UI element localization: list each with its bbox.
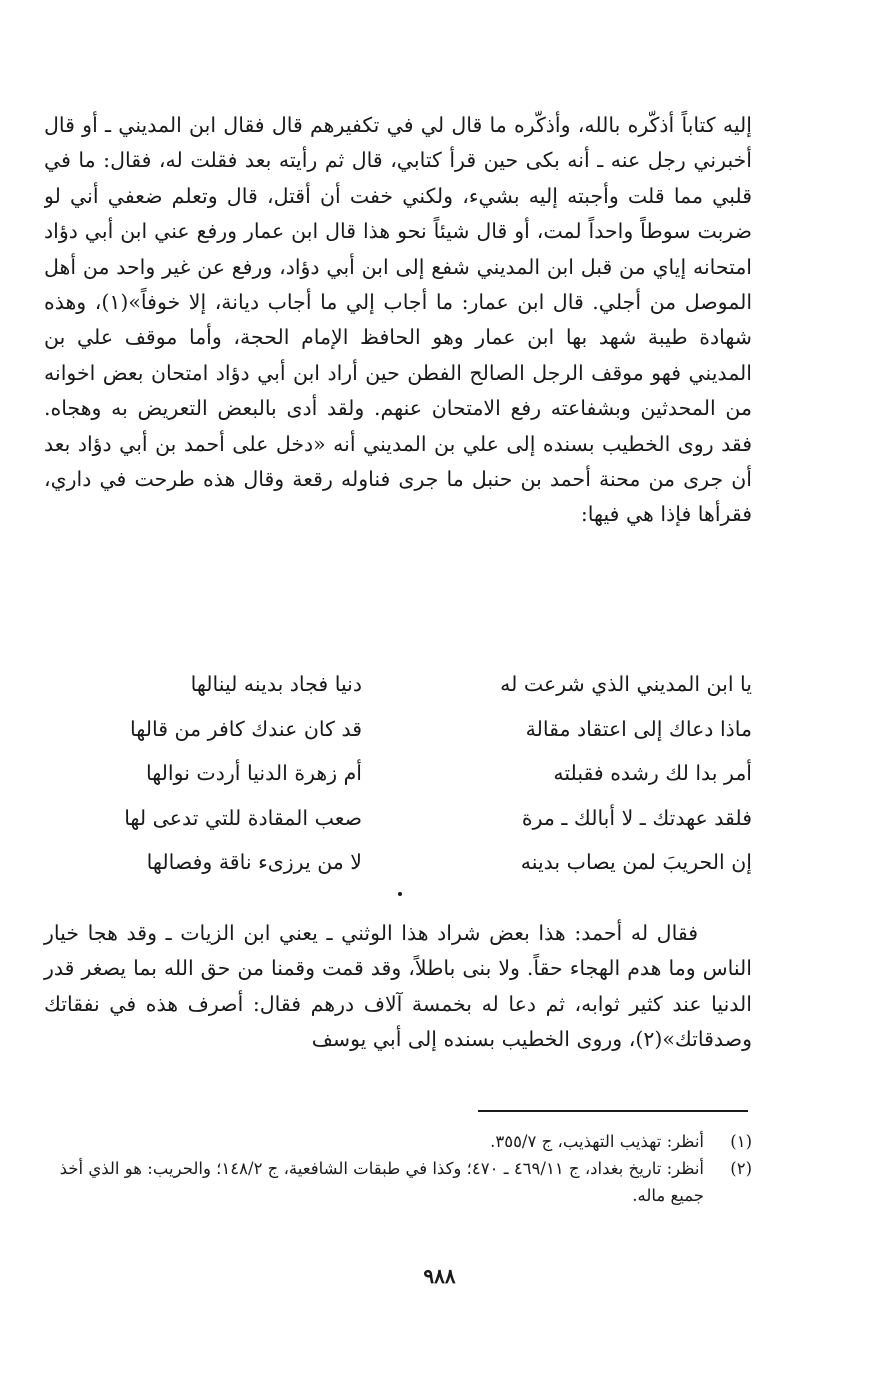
footnote-separator: [478, 1110, 748, 1112]
page-number: ٩٨٨: [423, 1264, 456, 1288]
main-text: [44, 108, 752, 1052]
verse-first-hemistich: أمر بدا لك رشده فقبلته: [553, 761, 752, 785]
verse-first-hemistich: يا ابن المديني الذي شرعت له: [500, 672, 752, 696]
poem-verse: [44, 796, 752, 841]
body-paragraph-1: إليه كتاباً أذكّره بالله، وأذكّره ما قال لي في تكفيرهم قال فقال ابن المديني ـ أو قال أخبرني رجل عنه ـ أنه بكى حين قرأ كتابي، قال ثم رأيته بعد فقلت له، فقال: ما في قلبي مما قلت وأجبته إليه بشيء، ولكني خفت أن أقتل، قال وتعلم ضعفي أني لو ضربت سوطاً واحداً لمت، أو قال شيئاً نحو هذا قال ابن عمار ورفع عني ابن أبي دؤاد امتحانه إياي من قبل ابن المديني شفع إلى ابن أبي دؤاد، ورفع عن غير واحد من أهل الموصل من أجلي. قال ابن عمار: ما أجاب إلي ما أجاب ديانة، إلا خوفاً»(١)، وهذه شهادة طيبة شهد بها ابن عمار وهو الحافظ الإمام الحجة، وأما موقف علي بن المديني فهو موقف الرجل الصالح الفطن حين أراد ابن أبي دؤاد امتحان بعض اخوانه من المحدثين وبشفاعته رفع الامتحان عنهم. ولقد أدى بالبعض التعريض به وهجاه. فقد روى الخطيب بسنده إلى علي بن المديني أنه «دخل على أحمد بن أبي دؤاد بعد أن جرى من محنة أحمد بن حنبل ما جرى فناوله رقعة وقال هذه طرحت في داري، فقرأها فإذا هي فيها:: [44, 113, 752, 527]
verse-second-hemistich: صعب المقادة للتي تدعى لها: [124, 805, 362, 830]
verse-first-hemistich: إن الحريبَ لمن يصاب بدينه: [520, 850, 752, 874]
verse-second-hemistich: أم زهرة الدنيا أردت نوالها: [145, 761, 362, 785]
verse-first-hemistich: ماذا دعاك إلى اعتقاد مقالة: [525, 716, 752, 741]
verse-second-hemistich: دنيا فجاد بدينه لينالها: [190, 672, 362, 696]
footnote-text: أنظر: تهذيب التهذيب، ج ٣٥٥/٧.: [490, 1132, 704, 1151]
footnote: [44, 1128, 752, 1155]
poem: [44, 662, 752, 885]
verse-second-hemistich: قد كان عندك كافر من قالها: [130, 716, 362, 741]
footnotes: [44, 1128, 752, 1209]
poem-verse: [44, 707, 752, 752]
footnote-number: (١): [730, 1132, 752, 1151]
verse-second-hemistich: لا من يرزىء ناقة وفصالها: [146, 850, 362, 874]
poem-verse: [44, 662, 752, 707]
poem-verse: [44, 840, 752, 885]
poem-verse: [44, 751, 752, 796]
footnote-number: (٢): [730, 1159, 752, 1178]
body-paragraph-2: فقال له أحمد: هذا بعض شراد هذا الوثني ـ يعني ابن الزيات ـ وقد هجا خيار الناس وما هدم الهجاء حقاً. ولا بنى باطلاً، وقد قمت وقمنا من حق الله بما يصغر قدر الدنيا عند كثير ثوابه، ثم دعا له بخمسة آلاف درهم فقال: أصرف هذه في نفقاتك وصدقاتك»(٢)، وروى الخطيب بسنده إلى أبي يوسف: [44, 921, 752, 1052]
verse-first-hemistich: فلقد عهدتك ـ لا أبالك ـ مرة: [521, 805, 752, 830]
footnote: [44, 1155, 752, 1209]
poem-end-dot: [398, 892, 402, 896]
footnote-text: أنظر: تاريخ بغداد، ج ٤٦٩/١١ ـ ٤٧٠؛ وكذا في طبقات الشافعية، ج ١٤٨/٢؛ والحريب: هو الذي أخذ جميع ماله.: [59, 1159, 704, 1205]
